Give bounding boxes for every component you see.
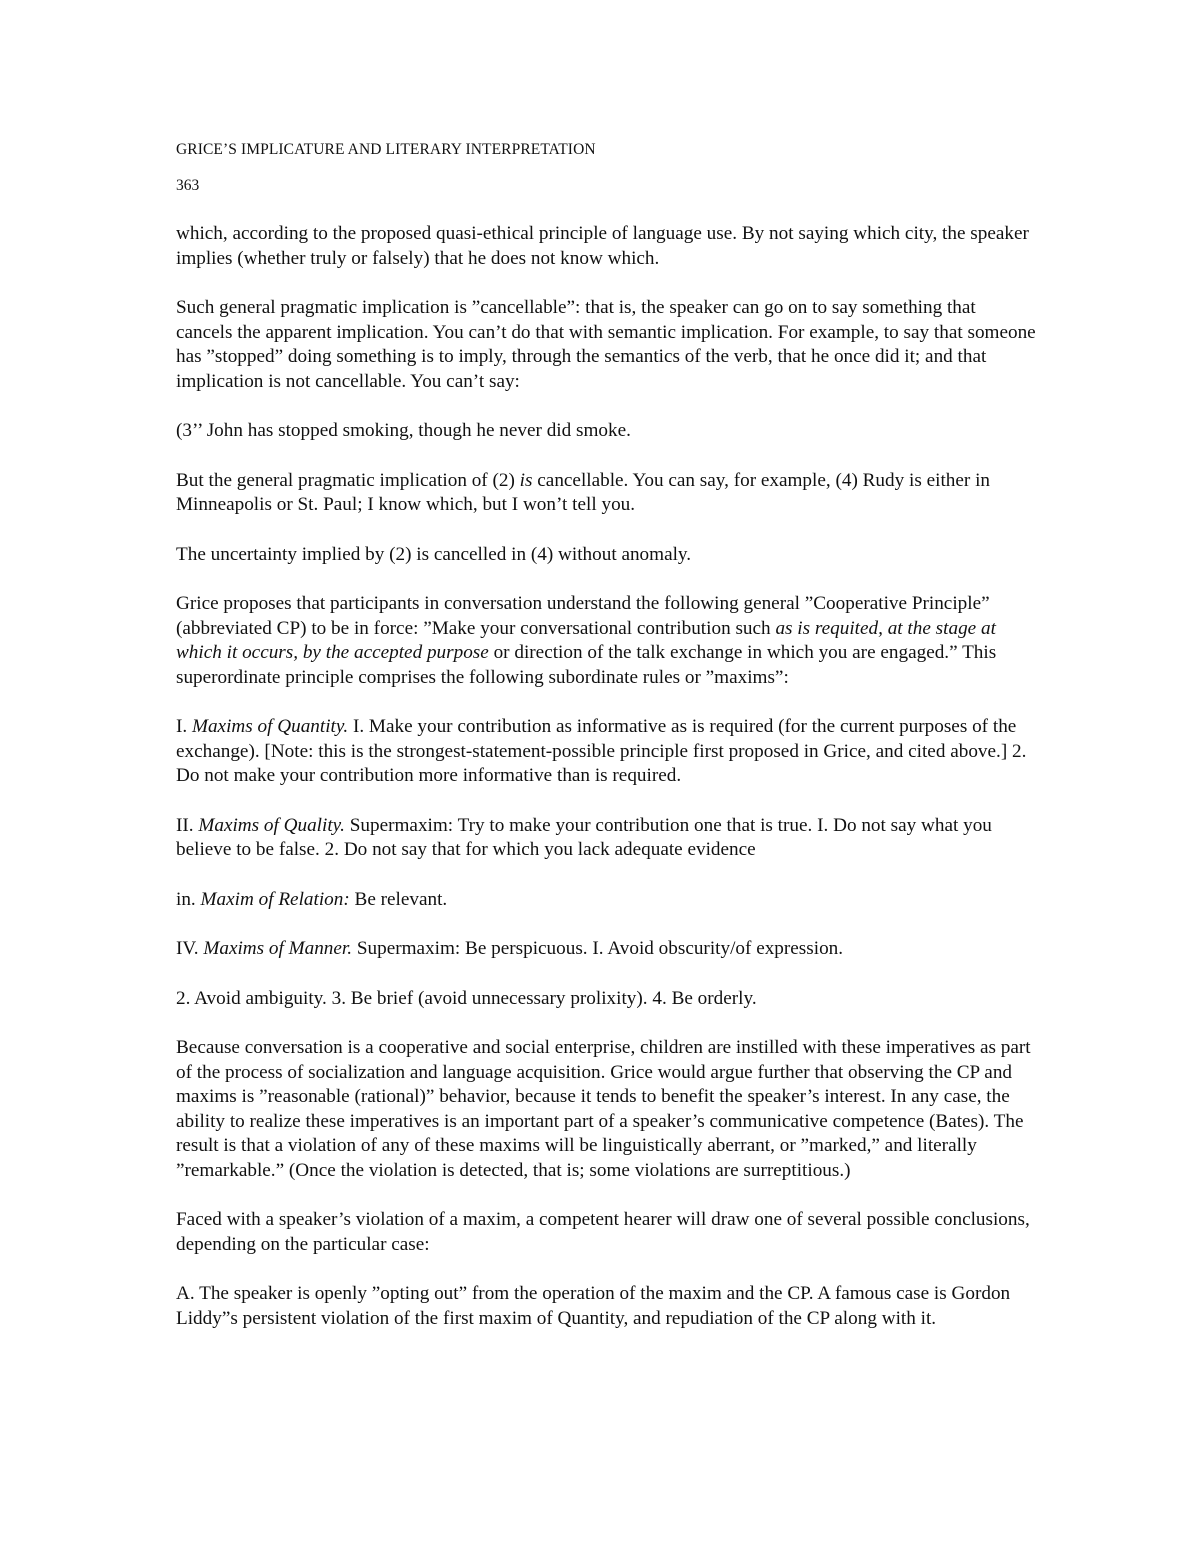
maxim-relation-text: Be relevant. [349, 888, 448, 910]
maxims-of-manner-continued: 2. Avoid ambiguity. 3. Be brief (avoid unnecessary prolixity). 4. Be orderly. [176, 987, 757, 1009]
paragraph-3-example: (3’’ John has stopped smoking, though he never did smoke. [176, 420, 631, 441]
paragraph-4 [176, 469, 1036, 518]
maxims-of-quality [176, 814, 1036, 863]
maxim-quality-text: Supermaxim: Try to make your contribution one that is true. I. Do not say what you believe to be false. 2. Do not say that for which you lack adequate evidence [176, 814, 992, 860]
body-text [176, 222, 1036, 1356]
paragraph-14: A. The speaker is openly ”opting out” from the operation of the maxim and the CP. A famous case is Gordon Liddy”s persistent violation of the first maxim of Quantity, and repudiation of the CP along with it. [176, 1283, 1011, 1329]
maxim-of-relation [176, 888, 1036, 913]
page-number: 363 [176, 177, 200, 194]
paragraph-1: which, according to the proposed quasi-ethical principle of language use. By not saying which city, the speaker implies (whether truly or falsely) that he does not know which. [176, 223, 1029, 269]
maxim-manner-number: IV. [176, 938, 204, 959]
paragraph-6-cooperative-principle [176, 592, 1036, 690]
maxim-manner-text: Supermaxim: Be perspicuous. I. Avoid obscurity/of expression. [352, 938, 844, 959]
paragraph-6-text-c: or direction of the talk exchange in which you are engaged.” This superordinate principle comprises the following subordinate rules or ”maxims”: [176, 642, 997, 688]
maxim-quality-number: II. [176, 814, 199, 836]
maxims-of-manner [176, 937, 1036, 962]
paragraph-12: Because conversation is a cooperative and social enterprise, children are instilled with these imperatives as part of the process of socialization and language acquisition. Grice would argue further that observing the CP and maxims is ”reasonable (rational)” behavior, because it tends to benefit the speaker’s interest. In any case, the ability to realize these imperatives is an important part of a speaker’s communicative competence (Bates). The result is that a violation of any of these maxims will be linguistically aberrant, or ”marked,” and literally ”remarkable.” (Once the violation is detected, that is; some violations are surreptitious.) [176, 1037, 1031, 1181]
paragraph-13: Faced with a speaker’s violation of a maxim, a competent hearer will draw one of several possible conclusions, depending on the particular case: [176, 1209, 1030, 1255]
paragraph-5: The uncertainty implied by (2) is cancelled in (4) without anomaly. [176, 543, 692, 565]
maxim-quantity-text: I. Make your contribution as informative as is required (for the current purposes of the exchange). [Note: this is the strongest-statement-possible principle first proposed in Grice, and cited above.] 2. Do not make your contribution more informative than is required. [176, 716, 1027, 786]
paragraph-6-text-a: Grice proposes that participants in conversation understand the following general ”Cooperative Principle” (abbreviated CP) to be in force: ”Make your conversational contribution such [176, 593, 990, 639]
maxim-relation-number: in. [176, 888, 201, 910]
paragraph-4-text-a: But the general pragmatic implication of (2) [176, 469, 520, 491]
paragraph-6-emphasis: as is requited, at the stage at which it occurs, by the accepted purpose [176, 617, 996, 663]
maxim-relation-heading: Maxim of Relation: [200, 888, 350, 910]
running-head-title: GRICE’S IMPLICATURE AND LITERARY INTERPRETATION [176, 141, 596, 158]
maxim-quantity-heading: Maxims of Quantity. [191, 716, 349, 737]
paragraph-2: Such general pragmatic implication is ”cancellable”: that is, the speaker can go on to say something that cancels the apparent implication. You can’t do that with semantic implication. For example, to say that someone has ”stopped” doing something is to imply, through the semantics of the verb, that he once did it; and that implication is not cancellable. You can’t say: [176, 297, 1036, 392]
maxim-quality-heading: Maxims of Quality. [198, 814, 345, 836]
paragraph-4-emphasis: is [519, 469, 533, 491]
maxim-manner-heading: Maxims of Manner. [203, 938, 353, 959]
paragraph-4-text-c: cancellable. You can say, for example, (4) Rudy is either in Minneapolis or St. Paul; I know which, but I won’t tell you. [176, 469, 991, 515]
maxims-of-quantity [176, 715, 1036, 789]
maxim-quantity-number: I. [176, 716, 192, 737]
